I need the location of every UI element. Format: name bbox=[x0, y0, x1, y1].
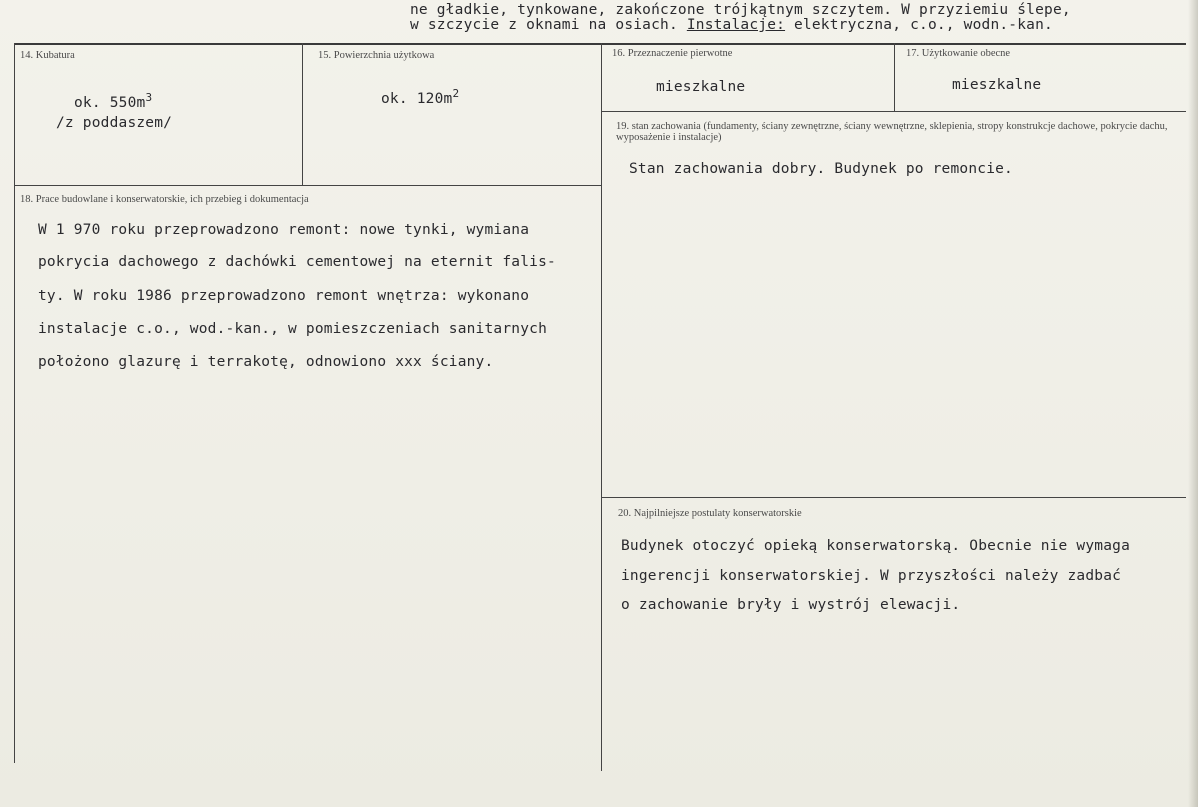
center-divider bbox=[601, 43, 602, 771]
divider-14-15 bbox=[302, 43, 303, 185]
field-14-value-text: ok. 550m bbox=[74, 94, 146, 111]
header-line-2 bbox=[410, 17, 1053, 33]
field-16-value: mieszkalne bbox=[656, 79, 746, 95]
field-18-line-2: pokrycia dachowego z dachówki cementowej na eternit falis- bbox=[38, 254, 556, 270]
field-16-label: 16. Przeznaczenie pierwotne bbox=[612, 48, 733, 59]
field-19-label: 19. stan zachowania (fundamenty, ściany zewnętrzne, ściany wewnętrzne, sklepienia, stropy konstrukcje dachowe, pokrycie dachu, wyposażenie i instalacje) bbox=[616, 121, 1168, 143]
field-17-label: 17. Użytkowanie obecne bbox=[906, 48, 1011, 59]
field-15-value-text: ok. 120m bbox=[381, 90, 453, 107]
field-14-label: 14. Kubatura bbox=[20, 50, 75, 61]
field-20-line-1: Budynek otoczyć opieką konserwatorską. Obecnie nie wymaga bbox=[621, 538, 1130, 554]
field-20-line-3: o zachowanie bryły i wystrój elewacji. bbox=[621, 597, 961, 613]
field-15-value bbox=[381, 87, 459, 107]
field-19-value: Stan zachowania dobry. Budynek po remoncie. bbox=[629, 161, 1013, 177]
divider-16-17 bbox=[894, 43, 895, 111]
field-18-line-1: W 1 970 roku przeprowadzono remont: nowe tynki, wymiana bbox=[38, 222, 530, 238]
header-installations-label: Instalacje: bbox=[686, 17, 786, 33]
left-border bbox=[14, 43, 15, 763]
field-14-value bbox=[74, 91, 152, 111]
field-20-label: 20. Najpilniejsze postulaty konserwatorskie bbox=[618, 508, 802, 519]
field-15-label: 15. Powierzchnia użytkowa bbox=[318, 50, 435, 61]
rule-under-14-15 bbox=[14, 185, 602, 186]
field-18-line-5: położono glazurę i terrakotę, odnowiono xxx ściany. bbox=[38, 354, 494, 370]
top-rule bbox=[14, 43, 1186, 45]
page-edge-shadow bbox=[1188, 0, 1198, 807]
header-line-2-text: w szczycie z oknami na osiach. bbox=[410, 17, 687, 33]
field-20-line-2: ingerencji konserwatorskiej. W przyszłości należy zadbać bbox=[621, 568, 1122, 584]
field-14-value-note: /z poddaszem/ bbox=[56, 115, 173, 131]
field-18-line-4: instalacje c.o., wod.-kan., w pomieszczeniach sanitarnych bbox=[38, 321, 547, 337]
field-18-label: 18. Prace budowlane i konserwatorskie, ich przebieg i dokumentacja bbox=[20, 194, 309, 205]
field-18-line-3: ty. W roku 1986 przeprowadzono remont wnętrza: wykonano bbox=[38, 288, 530, 304]
field-17-value: mieszkalne bbox=[952, 77, 1042, 93]
header-installations-value: elektryczna, c.o., wodn.-kan. bbox=[785, 17, 1053, 33]
rule-above-20 bbox=[601, 497, 1186, 498]
rule-under-16-17 bbox=[601, 111, 1186, 112]
header-line-1: ne gładkie, tynkowane, zakończone trójkątnym szczytem. W przyziemiu ślepe, bbox=[410, 2, 1071, 18]
field-14-value-sup: 3 bbox=[145, 91, 153, 104]
field-15-value-sup: 2 bbox=[452, 87, 460, 100]
